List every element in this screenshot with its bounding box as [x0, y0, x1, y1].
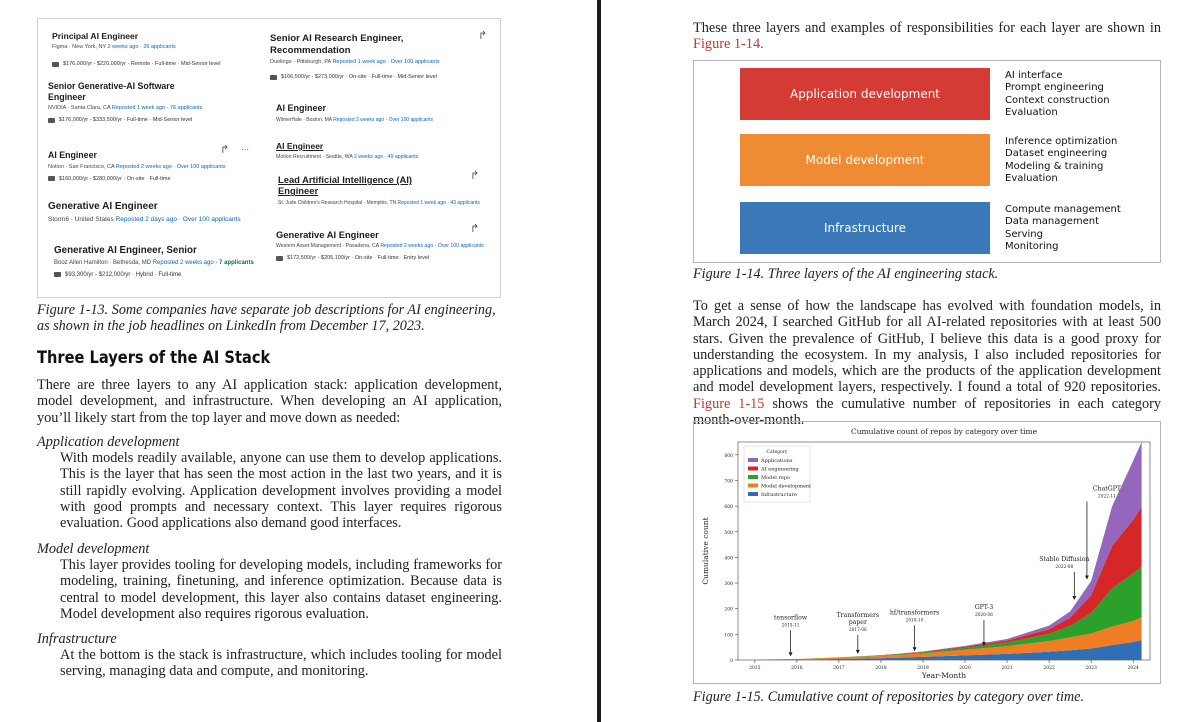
legend-swatch — [748, 492, 758, 496]
ai-stack-figure — [693, 60, 1161, 263]
figure-1-14-link[interactable]: Figure 1-14. — [693, 36, 764, 53]
job-meta: Figma · New York, NY 2 weeks ago · 26 applicants — [52, 44, 176, 51]
y-tick-label: 100 — [724, 633, 733, 639]
x-tick-label: 2015 — [749, 666, 761, 671]
definition-infrastructure: At the bottom is the stack is infrastructure, which includes tooling for model serving, managing data and compute, and monitoring. — [60, 647, 502, 680]
x-tick-label: 2018 — [875, 666, 887, 671]
legend-title: Category — [766, 450, 788, 455]
job-title: AI Engineer — [276, 103, 327, 113]
y-tick-label: 200 — [724, 607, 733, 613]
layers-intro-text: These three layers and examples of responsibilities for each layer are shown in Figure 1-14. — [693, 20, 1161, 53]
briefcase-icon — [276, 256, 283, 261]
y-tick-label: 700 — [724, 479, 733, 485]
github-paragraph: To get a sense of how the landscape has evolved with foundation models, in March 2024, I searched GitHub for all AI-related repositories with at least 500 stars. Given the prevalence of GitHub, I believe this data is a good proxy for understanding the ecosystem. In my analysis, I also included repositories for applications and models, which are the products of the application development and model development layers, respectively. I found a total of 920 repositories. Figure 1-15 shows the cumulative number of repositories in each category month-over-month. — [693, 298, 1162, 429]
legend-label: Infrastructure — [761, 492, 797, 498]
briefcase-icon — [48, 118, 55, 123]
job-salary: $172,500/yr - $205,100/yr · On-site · Full-time · Entry level — [276, 255, 498, 261]
briefcase-icon — [54, 272, 61, 277]
annotation-label: tensorflow — [773, 614, 808, 622]
infrastructure-responsibilities: Compute management Data management Serving Monitoring — [1005, 204, 1121, 252]
job-salary: $160,000/yr - $280,000/yr · On-site · Full-time — [48, 176, 253, 182]
job-salary: $93,300/yr - $212,000/yr · Hybrid · Full-time — [54, 272, 284, 278]
x-axis-label: Year-Month — [921, 671, 967, 680]
x-tick-label: 2023 — [1085, 666, 1097, 671]
annotation-label: Stable Diffusion — [1039, 556, 1090, 564]
model-responsibilities: Inference optimization Dataset engineering Modeling & training Evaluation — [1005, 136, 1118, 184]
layer-model-development: Model development — [740, 134, 990, 186]
annotation-date: 2015-11 — [781, 623, 800, 629]
job-title: AI Engineer — [48, 150, 97, 160]
job-salary: $166,500/yr - $273,000/yr · On-site · Full-time · Mid-Senior level — [270, 74, 498, 80]
job-title: Generative AI Engineer, Senior — [54, 245, 197, 256]
job-title: Generative AI Engineer — [48, 201, 158, 212]
job-title: Senior AI Research Engineer, Recommendation — [270, 33, 404, 56]
job-card — [48, 81, 253, 123]
job-meta: Notion · San Francisco, CA Reposted 2 weeks ago · Over 100 applicants — [48, 163, 226, 170]
job-card — [276, 229, 498, 261]
legend-swatch — [748, 484, 758, 488]
definition-application-development: With models readily available, anyone can use them to develop applications. This is the layer that has seen the most action in the last two years, and it is still rapidly evolving. Application development involves providing a model with good prompts and necessary context. This layer requires rigorous evaluation. Good applications also demand good interfaces. — [60, 450, 502, 532]
x-tick-label: 2024 — [1127, 666, 1139, 671]
y-tick-label: 400 — [724, 556, 733, 562]
job-meta: Motion Recruitment · Seattle, WA 2 weeks ago · 49 applicants — [276, 154, 419, 161]
repos-chart-figure — [693, 421, 1161, 684]
job-salary: $176,000/yr - $220,000/yr · Remote · Full-time · Mid-Senior level — [52, 61, 257, 67]
job-meta: Storm6 · United States Reposted 2 days ago · Over 100 applicants — [48, 216, 241, 223]
repos-chart — [694, 422, 1162, 685]
legend-swatch — [748, 475, 758, 479]
definition-model-development: This layer provides tooling for developing models, including frameworks for modeling, training, finetuning, and inference optimization. Because data is central to model development, this layer also contains dataset engineering. Model development also requires rigorous evaluation. — [60, 557, 502, 622]
intro-paragraph: There are three layers to any AI application stack: application development, model development, and infrastructure. When developing an AI application, you’ll likely start from the top layer and move down as needed: — [37, 377, 502, 426]
figure-1-15-caption: Figure 1-15. Cumulative count of repositories by category over time. — [693, 689, 1084, 705]
figure-1-13-caption: Figure 1-13. Some companies have separate job descriptions for AI engineering, as shown in the job headlines on LinkedIn from December 17, 2023. — [37, 302, 496, 334]
annotation-date: 2022-11 — [1098, 494, 1116, 500]
y-tick-label: 300 — [724, 582, 733, 588]
job-card — [278, 174, 483, 206]
annotation-label: Transformers — [836, 611, 880, 619]
annotation-label: paper — [848, 618, 867, 626]
annotation-date: 2020-06 — [975, 613, 993, 619]
x-tick-label: 2022 — [1043, 666, 1055, 671]
layer-application-development: Application development — [740, 68, 990, 120]
figure-1-15-link[interactable]: Figure 1-15 — [693, 395, 765, 412]
chart-title: Cumulative count of repos by category over time — [850, 427, 1038, 436]
legend-swatch — [748, 458, 758, 462]
application-responsibilities: AI interface Prompt engineering Context construction Evaluation — [1005, 70, 1110, 118]
share-icon[interactable]: ↱ — [470, 222, 480, 235]
legend-label: Applications — [761, 458, 793, 464]
briefcase-icon — [52, 62, 59, 67]
share-icon[interactable]: ↱ — [220, 143, 230, 156]
right-page — [601, 0, 1200, 722]
annotation-date: 2018-10 — [905, 618, 924, 624]
layer-infrastructure: Infrastructure — [740, 202, 990, 254]
briefcase-icon — [270, 75, 277, 80]
term-application-development: Application development — [37, 434, 180, 450]
x-tick-label: 2019 — [917, 666, 929, 671]
x-tick-label: 2020 — [959, 666, 971, 671]
section-heading: Three Layers of the AI Stack — [37, 348, 271, 368]
x-tick-label: 2021 — [1001, 666, 1013, 671]
y-tick-label: 500 — [724, 530, 733, 536]
annotation-date: 2022-08 — [1055, 565, 1074, 571]
job-card — [48, 201, 263, 223]
job-title: Senior Generative-AI Software Engineer — [48, 81, 175, 102]
job-meta: St. Jude Children's Research Hospital · Memphis, TN Reposted 1 week ago · 43 applicants — [278, 199, 480, 206]
job-meta: Booz Allen Hamilton · Bethesda, MD Reposted 2 weeks ago · 7 applicants — [54, 259, 254, 266]
job-title: Generative AI Engineer — [276, 229, 379, 240]
job-card — [54, 245, 284, 278]
job-meta: Duolingo · Pittsburgh, PA Reposted 1 week ago · Over 100 applicants — [270, 59, 440, 65]
job-meta: NVIDIA · Santa Clara, CA Reposted 1 week ago · 76 applicants — [48, 105, 203, 112]
job-title: Principal AI Engineer — [52, 31, 139, 41]
job-salary: $176,000/yr - $333,500/yr · Full-time · Mid-Senior level — [48, 117, 253, 123]
job-title[interactable]: AI Engineer — [276, 141, 324, 151]
legend-label: Model development — [761, 483, 812, 490]
annotation-label: hf/transformers — [889, 609, 940, 617]
linkedin-jobs-figure — [37, 18, 501, 298]
annotation-label: GPT-3 — [974, 604, 994, 612]
job-meta: Western Asset Management · Pasadena, CA Reposted 2 weeks ago · Over 100 applicants — [276, 243, 484, 250]
x-tick-label: 2016 — [791, 666, 803, 671]
job-card — [52, 31, 257, 67]
term-model-development: Model development — [37, 541, 150, 557]
share-icon[interactable]: ↱ — [478, 29, 488, 42]
job-meta: WilmerHale · Boston, MA Reposted 3 weeks ago · Over 100 applicants — [276, 116, 434, 123]
y-tick-label: 800 — [724, 453, 733, 459]
job-card — [276, 141, 496, 160]
more-options-icon[interactable]: ⋯ — [241, 145, 249, 154]
legend-swatch — [748, 467, 758, 471]
y-tick-label: 0 — [730, 659, 733, 664]
annotation-label: ChatGPT — [1092, 485, 1122, 493]
legend-label: Model repo — [761, 475, 791, 481]
y-axis-label: Cumulative count — [701, 517, 710, 585]
left-page — [0, 0, 597, 722]
annotation-date: 2017-06 — [848, 627, 867, 633]
share-icon[interactable]: ↱ — [470, 169, 480, 182]
y-tick-label: 600 — [724, 505, 733, 511]
figure-1-14-caption: Figure 1-14. Three layers of the AI engineering stack. — [693, 266, 999, 282]
x-tick-label: 2017 — [833, 666, 845, 671]
term-infrastructure: Infrastructure — [37, 631, 117, 647]
job-card — [270, 33, 498, 80]
briefcase-icon — [48, 176, 55, 181]
job-title[interactable]: Lead Artificial Intelligence (AI) Engineer — [278, 174, 413, 197]
legend-label: AI engineering — [761, 466, 799, 473]
job-card — [276, 103, 496, 123]
